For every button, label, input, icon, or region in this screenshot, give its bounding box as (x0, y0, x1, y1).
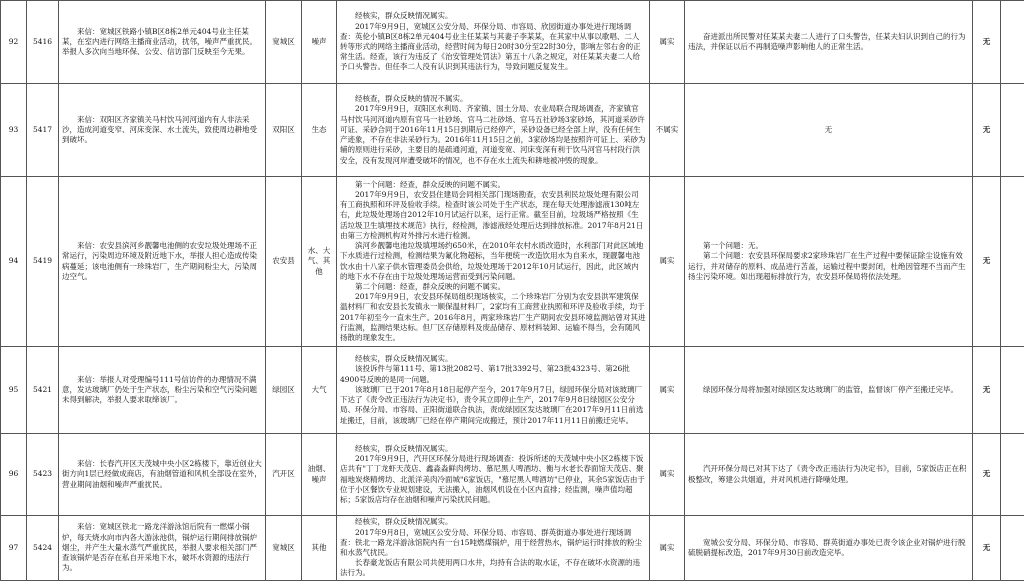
action-cell (685, 177, 973, 347)
table-row (1, 1, 1024, 84)
verdict-cell: 属实 (650, 177, 685, 347)
findings-paragraph: 经核实，群众反映情况属实。 (340, 11, 646, 21)
action-cell: 宽城公安分局、环保分局、市容局、群英街道办事处已责令该企业对锅炉进行脱硫脱硝提标改造，2017年9月30日前改造完毕。 (685, 516, 973, 581)
pollution-type-cell: 油烟、噪声 (302, 434, 337, 516)
case-id-cell: 5424 (27, 516, 59, 581)
findings-cell (337, 434, 650, 516)
row-number-cell: 96 (1, 434, 27, 516)
row-number-cell: 92 (1, 1, 27, 84)
table-row (1, 347, 1024, 434)
complaint-cell: 来信：宽城区铁路小镇B区8栋2单元404号业主任某某，在室内进行网络主播商业活动，扰邻，噪声严重扰民。举报人多次向当地环保、公安、信访部门反映至今无果。 (59, 1, 266, 84)
findings-paragraph: 2017年9月9日，农安县住建局会同相关部门现场勘查，农安县利民垃圾处理有限公司有工商执照和环评及验收手续。检查时该公司处于生产状态，现在每天处理渗滤液130吨左右，此垃圾处理场自2012年10月试运行以来，运行正常。截至目前，垃圾场严格按照《生活垃圾卫生填埋技术规范》执行，经检测，渗滤液经处理后达到排放标准。2017年8月21日由第三方检测机构对外排污水进行检测。 (340, 190, 646, 241)
table-row (1, 84, 1024, 177)
findings-paragraph: 第二个问题：经查，群众反映的问题不属实。 (340, 282, 646, 292)
complaint-cell: 来信：长春汽开区天茂城中央小区2栋楼下，靠近创业大街方向1层已经做成商店，有油烟管道和风机全部设在室外，营业期间油烟和噪声严重扰民。 (59, 434, 266, 516)
case-id-cell: 5419 (27, 177, 59, 347)
table-row (1, 516, 1024, 581)
accountability-cell: 无 (973, 1, 1001, 84)
empty-cell (1001, 434, 1024, 516)
findings-cell (337, 516, 650, 581)
complaint-cell: 来信：双阳区齐家镇关马村饮马河河道内有人非法采沙，造成河道变窄、河床变深、水土流失，致使周边耕地受到破坏。 (59, 84, 266, 177)
empty-cell (1001, 84, 1024, 177)
findings-cell (337, 84, 650, 177)
findings-paragraph: 2017年9月9日，汽开区环保分局进行现场调查：投诉所述的天茂城中央小区2栋楼下饭店共有"丁丁龙虾天茂店、鑫淼淼鲜肉烤坊、慕尼黑人啤酒坊、衡与水老长春面馆天茂店、聚福地炭烧精烤坊、北派洋美肉冷面城"6家饭店，"慕尼黑人啤酒坊"已停业，其余5家饭店由于位于小区餐饮专业规划建设，无法搬入，油烟风机设在小区内直排；经监测，噪声值均超标；5家饭店均存在油烟和噪声污染扰民问题。 (340, 454, 646, 505)
verdict-cell: 属实 (650, 434, 685, 516)
action-cell: 无 (685, 84, 973, 177)
findings-paragraph: 2017年9月9日，宽城区公安分局、环保分局、市容局、欣园街道办事处进行现场调查：英伦小镇B区8栋2单元404号业主任某某与其妻子李某某，在其家中从事以歌唱、二人转等形式的网络主播商业活动，经营时间为每日20时30分至22时30分，影响左邻右舍的正常生活。经查，该行为违反了《治安管理处罚法》第五十八条之规定，对任某某夫妻二人给予口头警告。但任李二人没有认识到其违法行为，导致问题反复发生。 (340, 22, 646, 73)
case-id-cell: 5417 (27, 84, 59, 177)
table-row (1, 434, 1024, 516)
complaint-cell: 来信：宽城区铁北一路龙洋游泳馆后院有一燃煤小锅炉，每天烧水向市内各大游泳池供，锅炉运行期间排放锅炉烟尘，并产生大量水蒸气严重扰民，举报人要求相关部门严查该锅炉是否存在私自开采地下水，破坏水资源的违法行为。 (59, 516, 266, 581)
accountability-cell: 无 (973, 177, 1001, 347)
district-cell: 宽城区 (266, 1, 302, 84)
action-paragraph: 第二个问题：农安县环保局要求2家珍珠岩厂在生产过程中要保证除尘设施有效运行，并对储存的原料、成品进行苫盖，运输过程中要封闭，杜绝因管理不当而产生扬尘污染环境。如出现超标排放行为，农安县环保局将依法处理。 (688, 251, 969, 282)
action-cell: 汽开环保分局已对其下达了《责令改正违法行为决定书》，目前，5家饭店正在积极整改，筹建公共烟道，并对风机进行降噪处理。 (685, 434, 973, 516)
accountability-cell: 无 (973, 347, 1001, 434)
verdict-cell: 属实 (650, 1, 685, 84)
findings-paragraph: 经核实，群众反映情况属实。 (340, 354, 646, 364)
case-id-cell: 5421 (27, 347, 59, 434)
row-number-cell: 93 (1, 84, 27, 177)
empty-cell (1001, 347, 1024, 434)
findings-paragraph: 长春豪龙饭店有限公司共使用两口水井，均持有合法的取水证，不存在破坏水资源的违法行为。 (340, 558, 646, 578)
action-cell: 奋进派出所民警对任某某夫妻二人进行了口头警告，任某夫妇认识到自己的行为违法，并保证以后不再制造噪声影响他人的正常生活。 (685, 1, 973, 84)
findings-paragraph: 经核查，群众反映的情况不属实。 (340, 94, 646, 104)
row-number-cell: 94 (1, 177, 27, 347)
pollution-type-cell: 大气 (302, 347, 337, 434)
findings-paragraph: 第一个问题：经查，群众反映的问题不属实。 (340, 180, 646, 190)
complaint-cell: 来信：农安县滨河乡靓馨电池侧的农安垃圾处理场不正常运行，污染周边环境及附近地下水，举报人担心造成传染病蔓延；该电池侧有一珍珠岩厂，生产期间粉尘大，污染周边空气。 (59, 177, 266, 347)
table-row (1, 177, 1024, 347)
pollution-type-cell: 噪声 (302, 1, 337, 84)
case-id-cell: 5423 (27, 434, 59, 516)
pollution-type-cell: 其他 (302, 516, 337, 581)
district-cell: 农安县 (266, 177, 302, 347)
findings-paragraph: 经核实，群众反映情况属实。 (340, 517, 646, 527)
row-number-cell: 97 (1, 516, 27, 581)
verdict-cell: 属实 (650, 347, 685, 434)
findings-cell (337, 177, 650, 347)
district-cell: 绿园区 (266, 347, 302, 434)
verdict-cell: 属实 (650, 516, 685, 581)
findings-paragraph: 该玻璃厂已于2017年8月18日起停产至今，2017年9月7日，绿园环保分局对该玻璃厂下达了《责令改正违法行为决定书》，责令其立即停止生产，2017年9月8日绿园区公安分局、环保分局、市容局、正阳街道联合执法，责成绿园区发达玻璃厂在2017年9月11日前选址搬迁，目前，该玻璃厂已经在停产期间完成搬迁，预计2017年11月11日前搬迁完毕。 (340, 385, 646, 426)
pollution-type-cell: 生态 (302, 84, 337, 177)
findings-cell (337, 1, 650, 84)
district-cell: 双阳区 (266, 84, 302, 177)
accountability-cell: 无 (973, 516, 1001, 581)
action-paragraph: 第一个问题：无。 (688, 241, 969, 251)
empty-cell (1001, 177, 1024, 347)
accountability-cell: 无 (973, 434, 1001, 516)
findings-paragraph: 该投诉件与第111号、第13批2082号、第17批3392号、第23批4323号、第26批4900号反映的是同一问题。 (340, 364, 646, 384)
case-id-cell: 5416 (27, 1, 59, 84)
empty-cell (1001, 516, 1024, 581)
findings-paragraph: 经核实，群众反映情况属实。 (340, 444, 646, 454)
pollution-type-cell: 水、大气、其他 (302, 177, 337, 347)
findings-paragraph: 滨河乡靓馨电池垃圾填埋场约650米，在2010年农村水质改造时，水利部门对此区域地下水质进行过检测，检测结果为氟化物超标，当年便统一改造饮用水为自来水，现靓馨电池饮水由十八家子供水管理委员会供给，垃圾处理场于2012年10月试运行，因此，此区域内的地下水不存在由于垃圾处理场运营而受到污染问题。 (340, 241, 646, 282)
findings-paragraph: 2017年9月9日，双阳区水利局、齐家镇、国土分局、农业局联合现场调查，齐家镇官马村饮马河河道内原有官马一社砂场、官马二社砂场、官马五社砂场3家砂场，其河道采砂许可证、采砂合同于2016年11月15日到期后已经停产，采砂设备已经全部上岸，没有任何生产迹象，不存在非法采砂行为。2016年11月15日之前，3家砂场均是按照许可证上、采砂为辅的原则进行采砂，主要目的是疏通河道，河道变宽、河床变深有利于饮马河官马村段行洪安全，没有发现河岸遭受破坏的情况，也不存在水土流失和耕地被冲毁的现象。 (340, 104, 646, 165)
accountability-cell: 无 (973, 84, 1001, 177)
district-cell: 宽城区 (266, 516, 302, 581)
complaint-cell: 来信：举报人对受理编号111号信访件的办理情况不满意，发达玻璃厂仍处于生产状态，粉尘污染和空气污染问题未得到解决，举报人要求取缔该厂。 (59, 347, 266, 434)
row-number-cell: 95 (1, 347, 27, 434)
verdict-cell: 不属实 (650, 84, 685, 177)
findings-paragraph: 2017年9月8日，宽城区公安分局、环保分局、市容局、群英街道办事处进行现场调查：铁北一路龙洋游泳馆院内有一台15吨燃煤锅炉，用于经营热水，锅炉运行时排放的粉尘和水蒸气扰民。 (340, 528, 646, 559)
empty-cell (1001, 1, 1024, 84)
findings-paragraph: 2017年9月9日，农安县环保局组织现场核实，二个珍珠岩厂分别为农安县洪军建筑保温材料厂和农安县长发镇永一顺保温材料厂，2家均有工商营业执照和环评及验收手续，均于2017年初至今一直未生产。2016年8月，两家珍珠岩厂生产期间农安县环境监测站曾对其进行监测，监测结果达标。但厂区存储原料及废品储存、原材料装卸、运输不得当，会有随风扬散的现象发生。 (340, 292, 646, 343)
action-cell: 绿园环保分局将加强对绿园区发达玻璃厂的监管，监督该厂停产至搬迁完毕。 (685, 347, 973, 434)
district-cell: 汽开区 (266, 434, 302, 516)
findings-cell (337, 347, 650, 434)
